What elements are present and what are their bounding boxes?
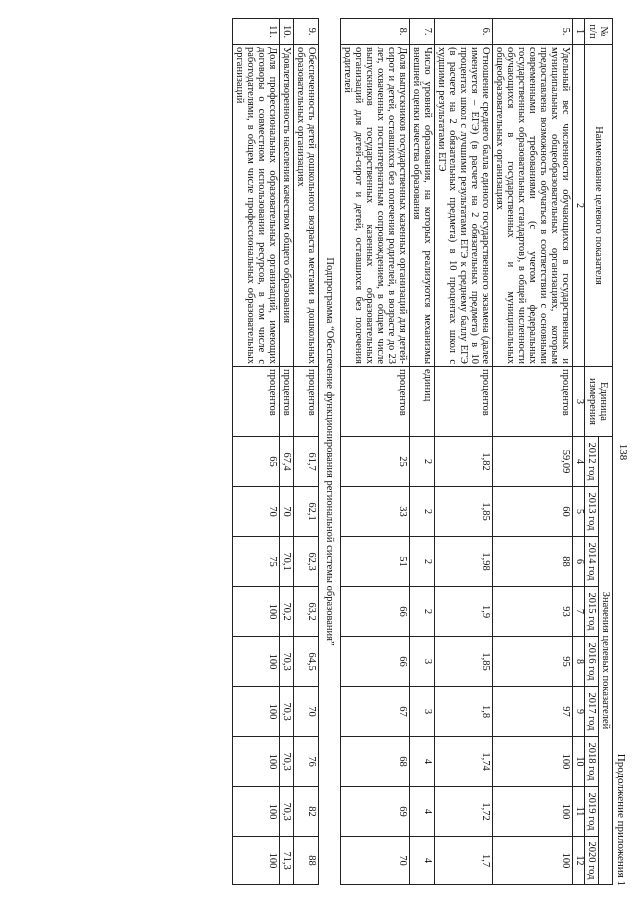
header-year: 2014 год — [584, 537, 598, 587]
row-value: 66 — [341, 637, 410, 687]
row-unit: единиц — [410, 367, 435, 437]
row-value: 76 — [294, 737, 319, 787]
row-value: 4 — [410, 837, 435, 885]
row-value: 4 — [410, 737, 435, 787]
header-no: № п/п — [584, 19, 612, 45]
row-value: 1,82 — [435, 437, 493, 487]
row-value: 100 — [233, 637, 280, 687]
header-index: 2 — [573, 45, 585, 367]
page-number: 138 — [617, 443, 629, 461]
header-index: 3 — [573, 367, 585, 437]
header-index: 9 — [573, 687, 585, 737]
row-value: 100 — [233, 587, 280, 637]
header-unit: Единица измерения — [584, 367, 612, 437]
continuation-label: Продолжение приложения 1 — [615, 753, 627, 886]
row-value: 3 — [410, 687, 435, 737]
row-value: 95 — [493, 637, 573, 687]
row-value: 1,85 — [435, 487, 493, 537]
row-value: 66 — [341, 587, 410, 637]
row-value: 1,98 — [435, 537, 493, 587]
row-value: 100 — [233, 737, 280, 787]
row-value: 69 — [341, 787, 410, 837]
row-value: 1,85 — [435, 637, 493, 687]
row-value: 100 — [233, 787, 280, 837]
row-number: 6. — [435, 19, 493, 45]
row-value: 70,3 — [280, 737, 294, 787]
row-name: Доля выпускников государственных казенных организаций для детей-сирот и детей, оставшихся без попечения родителей, в возрасте до 23 лет, охваченных постинтернатным сопровождением, в общем числе выпускников государственных казенных образовательных организаций для детей-сирот и детей, оставшихся без попечения родителей — [341, 45, 410, 367]
header-index: 1 — [573, 19, 585, 45]
header-year: 2017 год — [584, 687, 598, 737]
row-value: 2 — [410, 487, 435, 537]
row-name: Удовлетворенность населения качеством общего образования — [280, 45, 294, 367]
row-value: 1,8 — [435, 687, 493, 737]
row-value: 100 — [493, 737, 573, 787]
header-year: 2016 год — [584, 637, 598, 687]
row-value: 59,09 — [493, 437, 573, 487]
row-value: 100 — [493, 787, 573, 837]
header-year: 2019 год — [584, 787, 598, 837]
row-value: 2 — [410, 587, 435, 637]
row-value: 3 — [410, 637, 435, 687]
row-value: 70 — [280, 487, 294, 537]
row-unit: процентов — [435, 367, 493, 437]
header-index: 11 — [573, 787, 585, 837]
header-year: 2012 год — [584, 437, 598, 487]
row-unit: процентов — [294, 367, 319, 437]
header-year: 2013 год — [584, 487, 598, 537]
row-value: 71,3 — [280, 837, 294, 885]
row-value: 70 — [341, 837, 410, 885]
row-value: 1,74 — [435, 737, 493, 787]
table-row — [410, 19, 435, 885]
header-index: 7 — [573, 587, 585, 637]
header-values: Значения целевых показателей — [598, 437, 612, 885]
row-name: Отношение среднего балла единого государственного экзамена (далее именуется – ЕГЭ) (в расчете на 2 обязательных предмета) в 10 процентах школ с лучшими результатами ЕГЭ к среднему баллу ЕГЭ (в расчете на 2 обязательных предмета) в 10 процентах школ с худшими результатами ЕГЭ — [435, 45, 493, 367]
row-value: 70,2 — [280, 587, 294, 637]
row-value: 88 — [294, 837, 319, 885]
row-value: 4 — [410, 787, 435, 837]
row-number: 9. — [294, 19, 319, 45]
header-year: 2015 год — [584, 587, 598, 637]
row-value: 62,1 — [294, 487, 319, 537]
row-value: 61,7 — [294, 437, 319, 487]
rotated-content — [13, 12, 631, 892]
header-year: 2018 год — [584, 737, 598, 787]
row-unit: процентов — [493, 367, 573, 437]
row-value: 75 — [233, 537, 280, 587]
row-number: 5. — [493, 19, 573, 45]
row-name: Обеспеченность детей дошкольного возраста местами в дошкольных образовательных организациях — [294, 45, 319, 367]
row-value: 97 — [493, 687, 573, 737]
row-number: 8. — [341, 19, 410, 45]
row-value: 82 — [294, 787, 319, 837]
row-value: 70 — [294, 687, 319, 737]
row-number: 10. — [280, 19, 294, 45]
row-value: 63,2 — [294, 587, 319, 637]
subprogram-title: Подпрограмма “Обеспечение функционирования региональной системы образования” — [319, 19, 341, 885]
row-value: 70,3 — [280, 787, 294, 837]
row-unit: процентов — [233, 367, 280, 437]
row-value: 67 — [341, 687, 410, 737]
row-value: 62,3 — [294, 537, 319, 587]
row-name: Число уровней образования, на которых реализуются механизмы внешней оценки качества образования — [410, 45, 435, 367]
row-value: 70,3 — [280, 687, 294, 737]
row-unit: процентов — [280, 367, 294, 437]
header-index: 4 — [573, 437, 585, 487]
row-value: 93 — [493, 587, 573, 637]
table-row — [435, 19, 493, 885]
row-value: 100 — [233, 687, 280, 737]
row-value: 33 — [341, 487, 410, 537]
row-value: 1,7 — [435, 837, 493, 885]
row-name: Доля профессиональных образовательных организаций, имеющих договоры о совместном использовании ресурсов, в том числе с работодателями, в общем числе профессиональных образовательных организаций — [233, 45, 280, 367]
row-name: Удельный вес численности обучающихся в государственных и муниципальных общеобразовательных организациях, которым предоставлена возможность обучаться в соответствии с основными современными требованиями (с учетом федеральных государственных образовательных стандартов), в общей численности обучающихся в государственных и муниципальных общеобразовательных организациях — [493, 45, 573, 367]
row-value: 70 — [233, 487, 280, 537]
row-value: 100 — [233, 837, 280, 885]
header-year: 2020 год — [584, 837, 598, 885]
table-row — [233, 19, 280, 885]
table-row — [280, 19, 294, 885]
header-index: 8 — [573, 637, 585, 687]
table-row — [294, 19, 319, 885]
subprogram-row — [319, 19, 341, 885]
row-value: 70,1 — [280, 537, 294, 587]
row-value: 70,3 — [280, 637, 294, 687]
row-number: 7. — [410, 19, 435, 45]
row-value: 2 — [410, 537, 435, 587]
header-name: Наименование целевого показателя — [584, 45, 612, 367]
row-value: 51 — [341, 537, 410, 587]
header-index: 12 — [573, 837, 585, 885]
row-value: 2 — [410, 437, 435, 487]
table-row — [493, 19, 573, 885]
row-value: 25 — [341, 437, 410, 487]
row-value: 64,5 — [294, 637, 319, 687]
row-value: 100 — [493, 837, 573, 885]
header-index: 6 — [573, 537, 585, 587]
row-unit: процентов — [341, 367, 410, 437]
header-index: 5 — [573, 487, 585, 537]
row-number: 11. — [233, 19, 280, 45]
table-row — [341, 19, 410, 885]
indicators-table — [232, 18, 613, 885]
header-index: 10 — [573, 737, 585, 787]
row-value: 68 — [341, 737, 410, 787]
row-value: 67,4 — [280, 437, 294, 487]
row-value: 88 — [493, 537, 573, 587]
row-value: 65 — [233, 437, 280, 487]
row-value: 60 — [493, 487, 573, 537]
row-value: 1,72 — [435, 787, 493, 837]
row-value: 1,9 — [435, 587, 493, 637]
